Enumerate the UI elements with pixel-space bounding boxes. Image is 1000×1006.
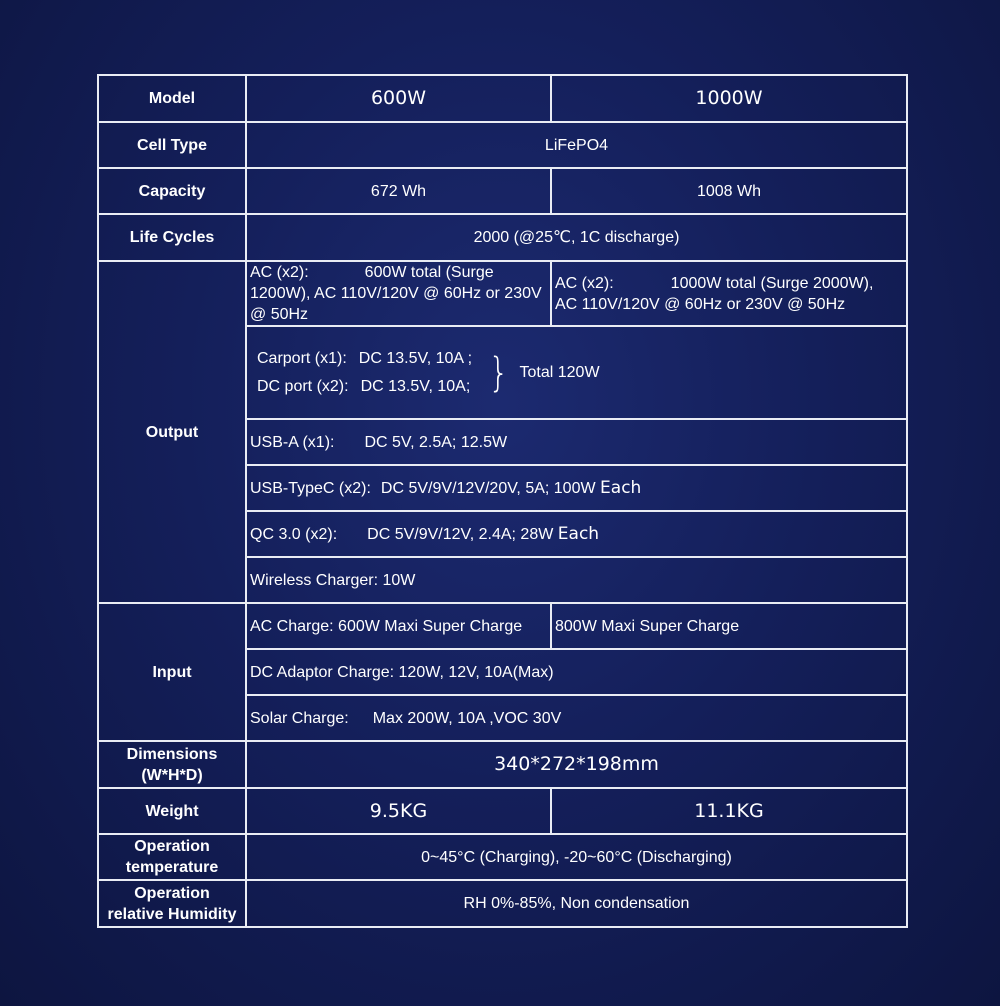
output-wireless: Wireless Charger: 10W: [246, 557, 907, 603]
op-temp-value: 0~45°C (Charging), -20~60°C (Discharging): [246, 834, 907, 880]
input-dc-adaptor: DC Adaptor Charge: 120W, 12V, 10A(Max): [246, 649, 907, 695]
row-weight: [98, 788, 907, 834]
weight-1000w: 11.1KG: [551, 788, 907, 834]
weight-600w: 9.5KG: [246, 788, 551, 834]
cell-type-value: LiFePO4: [246, 122, 907, 168]
output-ac-600w-first: 600W total (Surge: [364, 264, 494, 281]
model-600w: 600W: [246, 75, 551, 122]
row-model: [98, 75, 907, 122]
output-ac-600w-name: AC (x2):: [250, 264, 309, 281]
output-dc: [246, 326, 907, 419]
dc-port-name: DC port (x2):: [257, 377, 349, 395]
model-1000w: 1000W: [551, 75, 907, 122]
capacity-label: Capacity: [98, 168, 246, 214]
model-label: Model: [98, 75, 246, 122]
qc-spec: DC 5V/9V/12V, 2.4A; 28W: [367, 525, 554, 543]
dc-port-spec: DC 13.5V, 10A;: [360, 377, 471, 395]
input-ac-600w: AC Charge: 600W Maxi Super Charge: [246, 603, 551, 649]
dc-total: Total 120W: [519, 364, 600, 381]
usba-name: USB-A (x1):: [250, 433, 335, 451]
op-humidity-label: Operation relative Humidity: [98, 880, 246, 927]
row-capacity: [98, 168, 907, 214]
input-label: Input: [98, 603, 246, 741]
carport-spec: DC 13.5V, 10A ;: [358, 349, 473, 367]
output-qc: [246, 511, 907, 557]
qc-name: QC 3.0 (x2):: [250, 525, 338, 543]
output-usba: [246, 419, 907, 465]
output-ac-1000w-rest: AC 110V/120V @ 60Hz or 230V @ 50Hz: [555, 295, 846, 313]
op-temp-label: Operation temperature: [98, 834, 246, 880]
carport-name: Carport (x1):: [257, 349, 347, 367]
row-output-ac: [98, 261, 907, 326]
row-cell-type: [98, 122, 907, 168]
life-cycles-label: Life Cycles: [98, 214, 246, 261]
capacity-600w: 672 Wh: [246, 168, 551, 214]
output-ac-600w-rest: 1200W), AC 110V/120V @ 60Hz or 230V @ 50Hz: [250, 285, 542, 323]
capacity-1000w: 1008 Wh: [551, 168, 907, 214]
output-label: Output: [98, 261, 246, 603]
dimensions-label: Dimensions (W*H*D): [98, 741, 246, 788]
row-op-humidity: [98, 880, 907, 927]
dimensions-value: 340*272*198mm: [246, 741, 907, 788]
input-ac-1000w: 800W Maxi Super Charge: [551, 603, 907, 649]
cell-type-label: Cell Type: [98, 122, 246, 168]
row-life-cycles: [98, 214, 907, 261]
output-ac-1000w-name: AC (x2):: [555, 274, 614, 292]
output-ac-1000w: [551, 261, 907, 326]
row-dimensions: [98, 741, 907, 788]
output-ac-600w: [246, 261, 551, 326]
right-brace-icon: }: [488, 349, 509, 396]
spec-table: [97, 74, 908, 928]
solar-spec: Max 200W, 10A ,VOC 30V: [372, 709, 562, 727]
usbc-spec: DC 5V/9V/12V/20V, 5A; 100W: [380, 479, 596, 497]
life-cycles-value: 2000 (@25℃, 1C discharge): [246, 214, 907, 261]
usbc-name: USB-TypeC (x2):: [250, 479, 371, 497]
row-op-temp: [98, 834, 907, 880]
usbc-each: Each: [600, 477, 642, 498]
row-input-ac: [98, 603, 907, 649]
qc-each: Each: [557, 523, 600, 544]
weight-label: Weight: [98, 788, 246, 834]
solar-name: Solar Charge:: [250, 709, 349, 727]
input-solar: [246, 695, 907, 741]
op-humidity-value: RH 0%-85%, Non condensation: [246, 880, 907, 927]
output-ac-1000w-first: 1000W total (Surge 2000W),: [670, 274, 874, 292]
usba-spec: DC 5V, 2.5A; 12.5W: [364, 433, 508, 451]
output-usbc: [246, 465, 907, 511]
